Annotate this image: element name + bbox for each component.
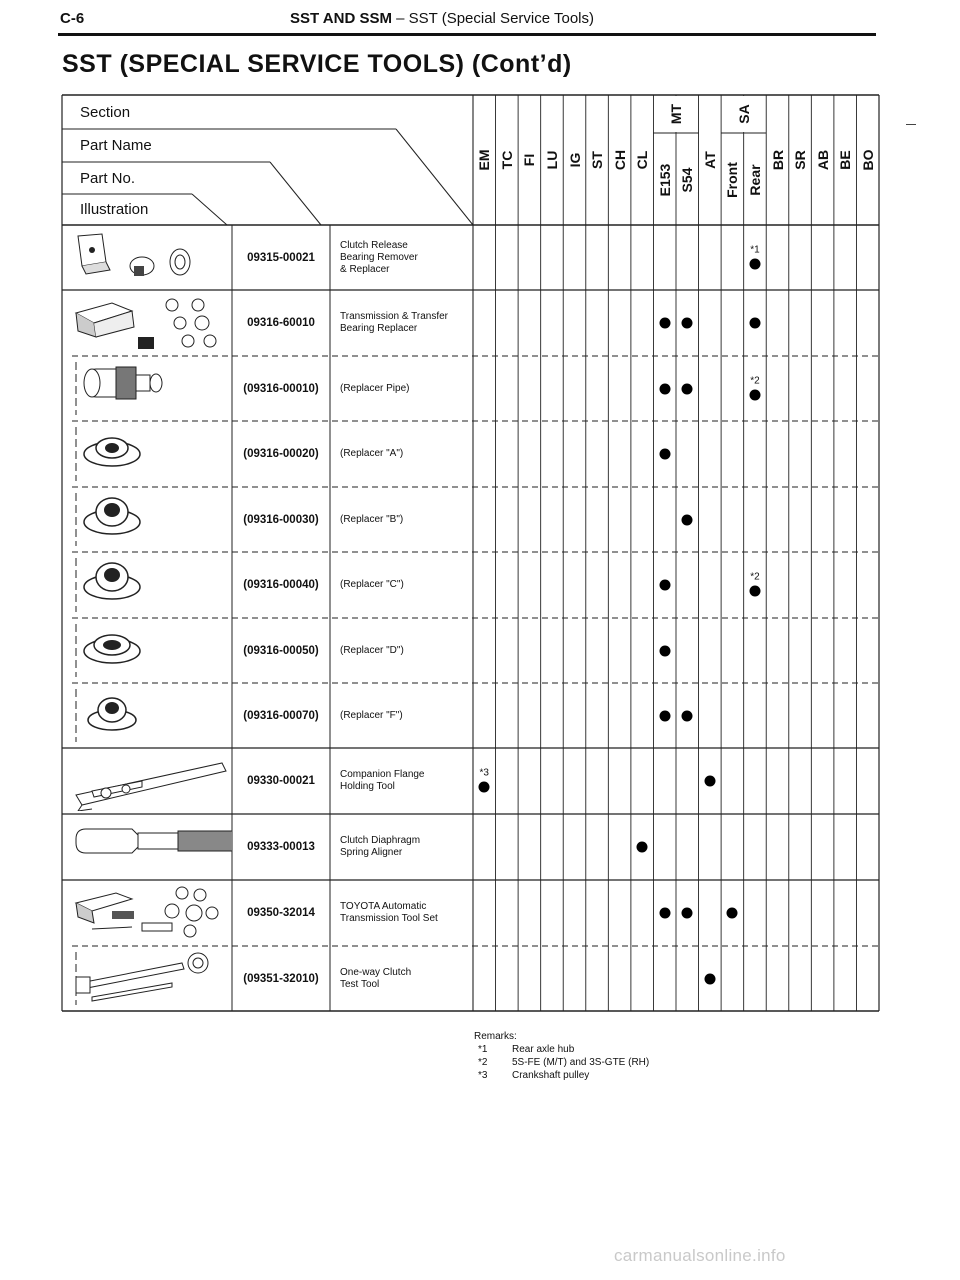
part-name-line: & Replacer — [340, 263, 390, 275]
spring-aligner-icon — [72, 817, 232, 877]
remark-text: Crankshaft pulley — [512, 1070, 590, 1081]
applicability-dot — [659, 645, 670, 656]
part-number: 09333-00013 — [247, 841, 315, 853]
part-name-line: Bearing Remover — [340, 251, 418, 263]
replacer-pipe-icon — [72, 359, 232, 419]
header-diagonal-illustration — [192, 194, 227, 225]
column-header-em: EM — [476, 149, 493, 171]
applicability-dot — [479, 782, 490, 793]
running-title-strong: SST AND SSM — [290, 10, 392, 27]
dot-footnote-marker: *2 — [750, 375, 760, 386]
part-name-line: Clutch Release — [340, 239, 408, 251]
applicability-dot — [704, 776, 715, 787]
remark-key: *3 — [478, 1070, 488, 1081]
part-number: (09316-00050) — [243, 644, 319, 657]
applicability-dot — [659, 318, 670, 329]
part-name — [340, 901, 480, 925]
part-name-line: (Replacer "D") — [340, 644, 404, 656]
part-number: 09316-60010 — [247, 317, 315, 329]
part-name — [340, 645, 480, 657]
column-header-front: Front — [724, 162, 741, 198]
remarks — [474, 1030, 649, 1082]
applicability-dot — [749, 258, 760, 269]
group-header-sa: SA — [735, 104, 752, 124]
applicability-dot — [704, 973, 715, 984]
header-part-no-label: Part No. — [80, 170, 136, 187]
remark-text: 5S-FE (M/T) and 3S-GTE (RH) — [512, 1057, 650, 1068]
column-header-fi: FI — [521, 153, 538, 167]
part-name-line: Spring Aligner — [340, 847, 403, 858]
part-number: 09350-32014 — [247, 907, 315, 919]
applicability-dot — [727, 908, 738, 919]
part-name — [340, 835, 480, 859]
bearing-remover-icon — [72, 228, 232, 288]
applicability-dot — [659, 449, 670, 460]
replacer-f-icon — [72, 686, 232, 746]
remark-item — [474, 1056, 649, 1069]
applicability-dot — [682, 383, 693, 394]
group-header-mt: MT — [668, 103, 684, 125]
part-name-line: Clutch Diaphragm — [340, 835, 421, 846]
transmission-tool-set-icon — [72, 883, 232, 943]
column-header-st: ST — [589, 151, 606, 169]
dot-footnote-marker: *1 — [750, 244, 760, 255]
header-part-name-label: Part Name — [80, 137, 152, 154]
column-header-rear: Rear — [746, 164, 763, 196]
part-name-line: Transmission & Transfer — [340, 311, 448, 322]
column-header-ab: AB — [814, 149, 831, 171]
header-illustration-label: Illustration — [80, 201, 149, 218]
part-name-line: Companion Flange — [340, 769, 425, 780]
applicability-dot — [637, 842, 648, 853]
part-name — [340, 710, 480, 722]
part-number: (09316-00070) — [243, 709, 319, 722]
part-name — [340, 769, 480, 793]
part-name-line: Holding Tool — [340, 781, 395, 792]
applicability-dot — [682, 710, 693, 721]
applicability-dot — [749, 318, 760, 329]
part-name — [340, 967, 480, 991]
column-header-br: BR — [769, 149, 786, 171]
replacer-d-icon — [72, 621, 232, 681]
column-header-be: BE — [837, 150, 854, 170]
remarks-title: Remarks: — [474, 1031, 517, 1042]
part-name — [340, 514, 480, 526]
flange-holding-tool-icon — [72, 751, 232, 811]
applicability-dot — [749, 586, 760, 597]
column-header-ch: CH — [611, 149, 628, 171]
remark-key: *1 — [478, 1044, 488, 1055]
part-name — [340, 311, 480, 335]
applicability-dot — [659, 710, 670, 721]
page-id: C-6 — [60, 10, 85, 27]
remark-item — [474, 1069, 649, 1082]
applicability-dot — [682, 514, 693, 525]
replacer-a-icon — [72, 424, 232, 484]
part-name — [340, 579, 480, 591]
part-name — [340, 448, 480, 460]
part-number: 09330-00021 — [247, 775, 315, 787]
bearing-replacer-set-icon — [72, 293, 232, 353]
applicability-dot — [659, 908, 670, 919]
part-name-line: Test Tool — [340, 978, 380, 990]
column-header-bo: BO — [859, 149, 876, 171]
applicability-dot — [682, 318, 693, 329]
part-name-line: (Replacer Pipe) — [340, 382, 410, 394]
page-title: SST (SPECIAL SERVICE TOOLS) (Cont’d) — [62, 50, 572, 78]
part-name-line: Transmission Tool Set — [340, 913, 438, 924]
header-diagonal-part-name — [396, 129, 473, 225]
column-header-at: AT — [701, 151, 718, 169]
dot-footnote-marker: *2 — [750, 571, 760, 583]
part-name-line: Bearing Replacer — [340, 323, 418, 334]
header-section-label: Section — [80, 104, 131, 121]
part-name-line: (Replacer "A") — [340, 448, 404, 459]
part-number: (09316-00030) — [243, 513, 319, 526]
column-header-s54: S54 — [679, 167, 696, 193]
part-number: 09315-00021 — [247, 251, 315, 264]
part-name — [340, 240, 480, 276]
column-header-tc: TC — [498, 150, 515, 170]
part-number: (09316-00020) — [243, 448, 319, 460]
watermark: carmanualsonline.info — [614, 1246, 786, 1265]
remark-item — [474, 1043, 649, 1056]
column-header-sr: SR — [792, 150, 809, 170]
column-header-lu: LU — [543, 150, 560, 170]
remark-key: *2 — [478, 1057, 488, 1068]
dot-footnote-marker: *3 — [479, 767, 489, 779]
column-header-e153: E153 — [656, 163, 673, 197]
remark-text: Rear axle hub — [512, 1044, 575, 1055]
applicability-dot — [659, 580, 670, 591]
clutch-test-tool-icon — [72, 949, 232, 1009]
part-number: (09316-00010) — [243, 382, 319, 395]
part-name-line: One-way Clutch — [340, 966, 412, 978]
part-name-line: (Replacer "F") — [340, 709, 403, 721]
part-number: (09316-00040) — [243, 579, 319, 591]
part-name-line: (Replacer "C") — [340, 579, 404, 590]
replacer-b-icon — [72, 490, 232, 550]
applicability-dot — [682, 908, 693, 919]
header-diagonal-part-no — [270, 162, 321, 225]
column-header-ig: IG — [566, 152, 583, 168]
part-name — [340, 383, 480, 395]
replacer-c-icon — [72, 555, 232, 615]
applicability-dot — [659, 383, 670, 394]
column-header-cl: CL — [634, 150, 651, 170]
running-title-rest: – SST (Special Service Tools) — [391, 10, 594, 27]
applicability-dot — [749, 389, 760, 400]
part-name-line: (Replacer "B") — [340, 513, 404, 525]
part-name-line: TOYOTA Automatic — [340, 901, 427, 912]
part-number: (09351-32010) — [243, 972, 319, 985]
